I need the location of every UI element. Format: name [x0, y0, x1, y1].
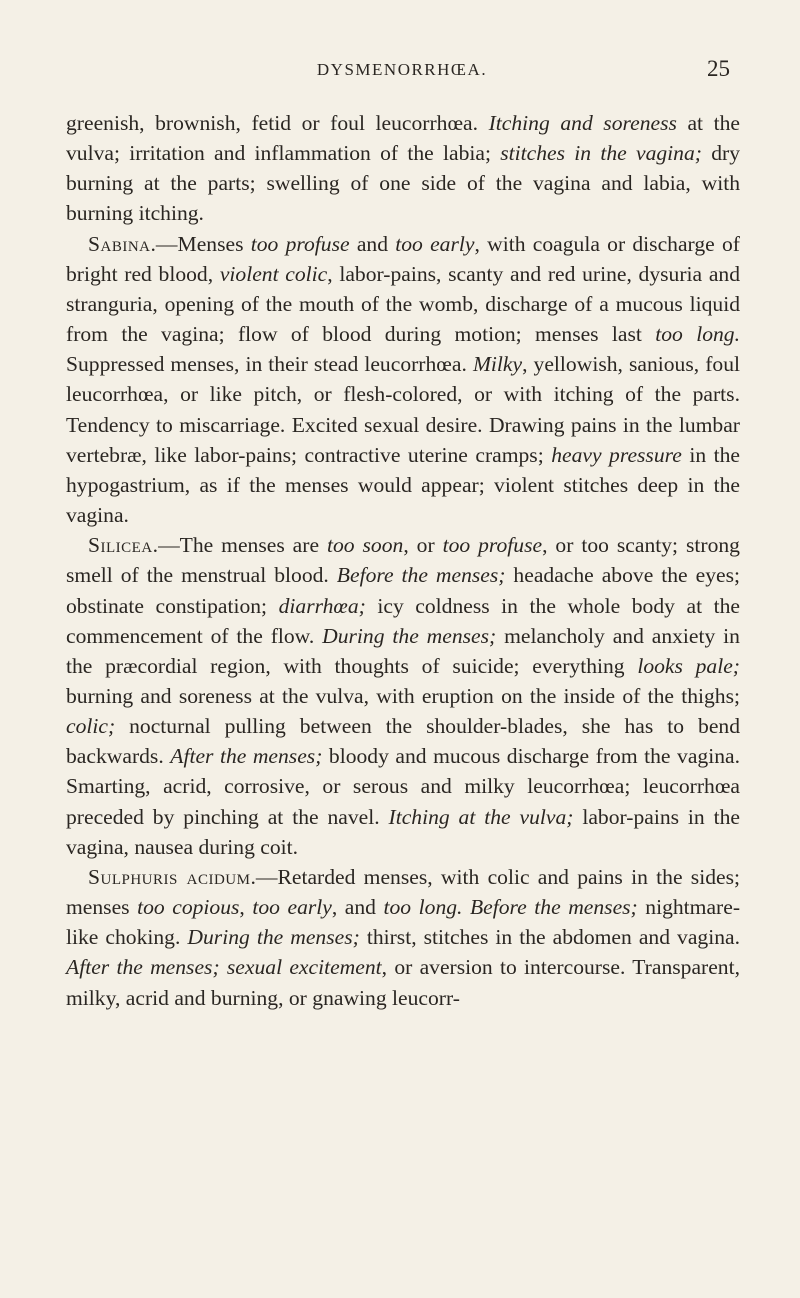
- text-run: , with coagula or discharge of bright red blood,: [66, 231, 740, 286]
- italic-text: too profuse: [250, 231, 350, 256]
- text-run: [462, 895, 470, 919]
- paragraph: [66, 862, 740, 1013]
- body-text: [66, 108, 740, 1013]
- text-run: at the vulva; irritation and inflammation of the labia;: [66, 111, 740, 166]
- italic-text: violent colic: [219, 261, 328, 286]
- italic-text: After the menses;: [170, 744, 323, 769]
- paragraph: [66, 530, 740, 862]
- italic-text: stitches in the vagina;: [500, 141, 702, 166]
- text-run: nocturnal pulling between the shoulder-blades, she has to bend backwards.: [66, 714, 740, 769]
- text-run: .—Retarded menses, with colic and pains in the sides; menses: [66, 864, 740, 920]
- text-run: Suppressed menses, in their stead leucorrhœa.: [66, 352, 473, 377]
- text-run: labor-pains in the vagina, nausea during coit.: [66, 804, 740, 859]
- paragraph: [66, 108, 740, 229]
- italic-text: heavy pressure: [551, 442, 682, 467]
- page-number: 25: [707, 56, 730, 81]
- italic-text: colic;: [66, 714, 116, 739]
- text-run: bloody and mucous discharge from the vagina. Smarting, acrid, corrosive, or serous and milky leucorrhœa; leucorrhœa preceded by pinching at the navel.: [66, 744, 740, 829]
- italic-text: During the menses;: [187, 925, 360, 950]
- paragraph: [66, 229, 740, 531]
- text-run: icy coldness in the whole body at the commencement of the flow.: [66, 593, 740, 648]
- text-run: .—Menses: [150, 231, 251, 256]
- page-header: [66, 56, 738, 90]
- text-run: and: [349, 231, 396, 256]
- italic-text: During the menses;: [322, 623, 497, 648]
- italic-text: Before the menses;: [336, 563, 506, 588]
- italic-text: too soon: [326, 533, 404, 558]
- remedy-name: Sulphuris acidum: [88, 864, 251, 889]
- text-run: nightmare-like choking.: [66, 895, 741, 950]
- italic-text: Milky: [472, 352, 523, 377]
- text-run: , or: [403, 533, 443, 558]
- italic-text: diarrhœa;: [278, 593, 366, 618]
- text-run: , or aversion to intercourse. Transparent, milky, acrid and burning, or gnawing leucorr-: [66, 955, 741, 1010]
- text-run: greenish, brownish, fetid or foul leucorrhœa.: [66, 111, 489, 135]
- italic-text: After the menses; sexual excitement: [66, 955, 382, 980]
- italic-text: Itching at the vulva;: [388, 804, 574, 829]
- italic-text: looks pale;: [637, 653, 740, 678]
- text-run: , or too scanty; strong smell of the menstrual blood.: [66, 533, 740, 588]
- italic-text: too long.: [655, 322, 740, 347]
- text-run: dry burning at the parts; swelling of one side of the vagina and labia, with burning itching.: [66, 141, 741, 226]
- italic-text: too early: [252, 895, 332, 920]
- italic-text: too copious: [137, 895, 240, 920]
- italic-text: too early: [395, 231, 475, 256]
- italic-text: Itching and soreness: [488, 111, 677, 135]
- text-run: melancholy and anxiety in the præcordial region, with thoughts of suicide; everything: [66, 623, 740, 678]
- text-run: , labor-pains, scanty and red urine, dysuria and stranguria, opening of the mouth of the womb, discharge of a mucous liquid from the vagina; flow of blood during motion; menses last: [66, 261, 740, 347]
- text-run: .—The menses are: [152, 533, 327, 558]
- remedy-name: Silicea: [88, 533, 153, 558]
- italic-text: too profuse: [442, 533, 543, 558]
- text-run: , and: [331, 895, 384, 920]
- text-run: , yellowish, sanious, foul leucorrhœa, or like pitch, or flesh-colored, or with itching of the parts. Tendency to miscarriage. Excited sexual desire. Drawing pains in the lumbar vertebræ, like labor-pains; contractive uterine cramps;: [66, 352, 740, 467]
- text-run: burning and soreness at the vulva, with eruption on the inside of the thighs;: [66, 683, 740, 708]
- text-run: headache above the eyes; obstinate constipation;: [66, 563, 740, 618]
- italic-text: too long.: [383, 895, 463, 920]
- text-run: ,: [239, 895, 253, 920]
- text-run: thirst, stitches in the abdomen and vagina.: [359, 925, 741, 950]
- remedy-name: Sabina: [88, 231, 151, 256]
- italic-text: Before the menses;: [469, 895, 638, 920]
- running-title: DYSMENORRHŒA.: [316, 60, 488, 79]
- text-run: in the hypogastrium, as if the menses would appear; violent stitches deep in the vagina.: [66, 442, 740, 528]
